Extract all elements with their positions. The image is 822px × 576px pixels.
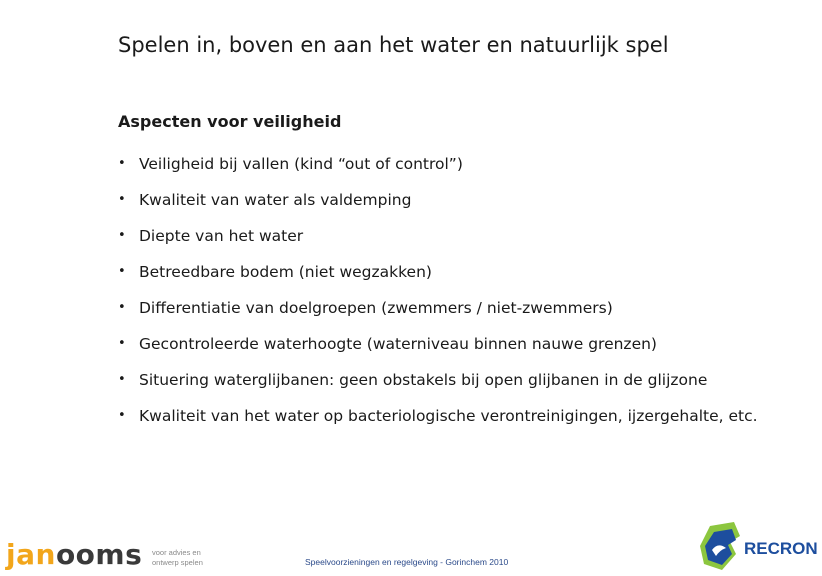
logo-part: ooms [55,538,143,571]
list-item [118,398,778,434]
bullet-dot: • [118,228,126,243]
recron-emblem-icon [700,520,750,576]
bullet-dot: • [118,336,126,351]
recron-wordmark: RECRON [744,539,818,558]
bullet-dot: • [118,408,126,423]
bullet-text: Situering waterglijbanen: geen obstakels bij open glijbanen in de glijzone [139,371,708,389]
tagline-line: voor advies en [152,548,201,557]
recron-logo [700,520,822,576]
logo-part: ja [6,538,36,571]
bullet-dot: • [118,264,126,279]
list-item [118,290,778,326]
list-item [118,254,778,290]
bullet-text: Differentiatie van doelgroepen (zwemmers / niet-zwemmers) [139,299,613,317]
list-item [118,146,778,182]
bullet-dot: • [118,300,126,315]
bullet-text: Diepte van het water [139,227,304,245]
list-item [118,362,778,398]
logo-tagline [152,548,203,568]
bullet-text: Betreedbare bodem (niet wegzakken) [139,263,432,281]
bullet-dot: • [118,192,126,207]
tagline-line: ontwerp spelen [152,558,203,567]
logo-part: n [35,538,56,571]
bullet-text: Kwaliteit van het water op bacteriologische verontreinigingen, ijzergehalte, etc. [139,407,758,425]
list-item [118,218,778,254]
bullet-text: Kwaliteit van water als valdemping [139,191,412,209]
bullet-text: Gecontroleerde waterhoogte (waterniveau binnen nauwe grenzen) [139,335,657,353]
list-item [118,326,778,362]
section-heading: Aspecten voor veiligheid [118,112,342,131]
list-item [118,182,778,218]
slide-title: Spelen in, boven en aan het water en natuurlijk spel [118,33,669,57]
bullet-dot: • [118,372,126,387]
bullet-list [118,146,778,434]
janooms-wordmark [6,538,142,571]
bullet-text: Veiligheid bij vallen (kind “out of control”) [139,155,463,173]
footer-caption: Speelvoorzieningen en regelgeving - Gorinchem 2010 [305,557,509,567]
bullet-dot: • [118,156,126,171]
